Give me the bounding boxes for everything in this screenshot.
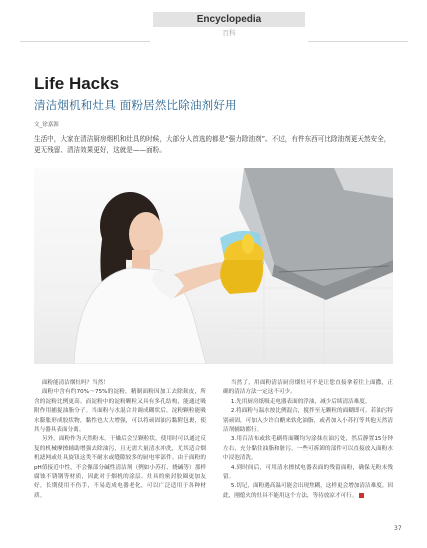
- article-title-en: Life Hacks: [34, 74, 120, 93]
- body-paragraph: 4.到时间后，可用清水擦拭电器表面的残留面粉，确保无粉末残留。: [223, 464, 393, 481]
- article-title-cn: 清洁烟机和灶具 面粉居然比除油剂好用: [34, 98, 237, 112]
- section-title: Encyclopedia: [153, 12, 305, 27]
- section-subtitle: 百科: [222, 29, 236, 37]
- article-body-left: [34, 379, 206, 501]
- article-author: 文_徐嘉源: [34, 122, 59, 128]
- woman-figure: [74, 192, 246, 364]
- body-paragraph-last: [223, 482, 393, 501]
- body-paragraph: 2.将面粉与温水按比例混合，搅拌至无颗粒的面糊即可。若油污特别顽固，可加入少许白醋来软化油脂，或者加入小苏打等其他天然清洁剂辅助都行。: [223, 408, 393, 434]
- end-mark-icon: [359, 493, 364, 498]
- body-paragraph: 1.先用厨房纸吸走电器表面的浮油，减少后续清洁难度。: [230, 398, 371, 405]
- page-number: 37: [394, 525, 402, 532]
- body-paragraph: 另外，面粉作为天然粉末，干燥后会呈颗粒状，使用时可以通过反复的机械摩擦辅助增强去除油污，且无需大量清水冲洗，尤其适合烟机滤网或灶具旋钮这类不耐水或缝隙较多的厨电零部件。由于面粉的pH值接近中性，不会像部分碱性清洁剂（例如小苏打、烧碱等）那样腐蚀不锈钢等材质，因此对于烟机的涂层、灶具的密封胶圈更加友好，长期使用不伤手，不易造成电器老化，可以广泛适用于各种材质。: [34, 436, 206, 499]
- header-divider-left: [20, 41, 150, 42]
- article-body-right: [223, 379, 393, 501]
- article-intro: 生活中，大家在清洁厨房烟机和灶具的时候，大部分人首选的都是“强力除油剂”。不过，有件东西可比除油剂更天然安全，更无残留、清洁效果更好，这就是——面粉。: [34, 135, 391, 154]
- range-hood: [239, 168, 393, 300]
- article-photo: [34, 168, 393, 364]
- body-paragraph-text: 5.切记，面粉遇高温可能会出现焦糊，这样更会增加清洁难度。因此，刚熄火的灶具不能用这个方法，等待放凉才可行。: [223, 483, 393, 499]
- body-paragraph: 3.用百洁布或软毛刷将面糊均匀涂抹在油污处，然后静置15分钟左右，充分黏住油脂和脏污。一些可拆卸的部件可以直接放入面粉水中浸泡清洗。: [223, 436, 393, 462]
- header-divider-right: [308, 41, 408, 42]
- body-paragraph: 面粉中含有约70%～75%的淀粉，精制面粉因加工去除麸皮，所含的淀粉比例更高。而淀粉中的淀粉颗粒又具有多孔结构，能通过吸附作用捕捉油脂分子。当面粉与水混合并调成糊状后，淀粉颗粒能吸水膨胀形成胶状物，黏性也大大增强，可以将顽固油污黏附包裹，使其与器具表面分离。: [34, 389, 206, 434]
- body-paragraph: 面粉能清洁烟灶吗？当然！: [41, 380, 109, 386]
- body-paragraph: 当然了，用面粉清洁厨房烟灶可不是让您直接拿着往上面撒，正确的清洁方法一定这不可少。: [223, 380, 393, 396]
- woman-cleaning-range-hood-photo: [34, 168, 393, 364]
